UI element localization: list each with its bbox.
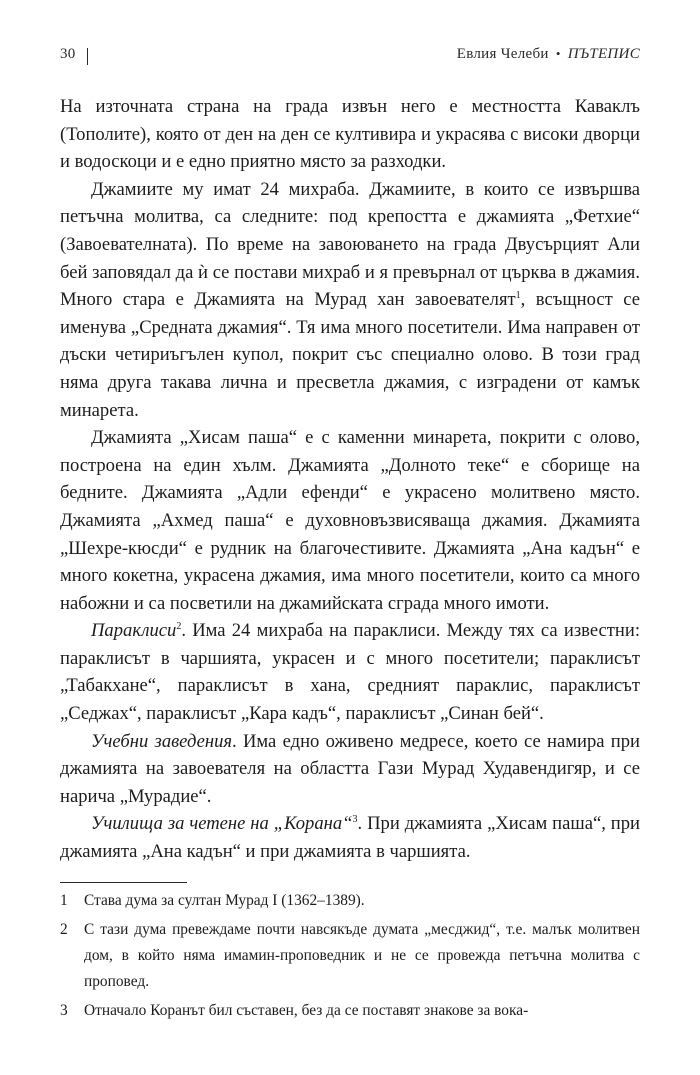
section-title: Училища за четене на „Корана“ xyxy=(91,813,353,835)
section-title: Учебни заведения xyxy=(91,730,233,752)
running-title xyxy=(457,46,640,63)
body-text xyxy=(60,93,640,866)
paragraph-text: . Има едно оживено медресе, което се намира при джамията на завоевателя на областта Гази Мурад Худавендигяр, и се нарича „Мурадие“. xyxy=(60,730,640,807)
footnote-rule xyxy=(60,882,187,883)
author-name: Евлия Челеби xyxy=(456,46,549,62)
paragraph-text: . При джамията „Хисам паша“, при джамията „Ана кадън“ и при джамията в чаршията. xyxy=(60,813,640,863)
footnote xyxy=(60,998,640,1024)
paragraph-text: , всъщност се именува „Средната джамия“. Тя има много посетители. Има направен от дъски четириъгълен купол, покрит със специално олово. В този град няма друга такава лична и пресветла джамия, с изградени от камък минарета. xyxy=(60,289,640,421)
paragraph-koran-schools xyxy=(60,810,640,865)
paragraph-chapels xyxy=(60,617,640,727)
section-title: Параклиси xyxy=(91,620,177,642)
footnote-text: Отначало Коранът бил съставен, без да се поставят знакове за вока- xyxy=(84,1002,529,1019)
footnote xyxy=(60,888,640,914)
paragraph-text: Джамиите му имат 24 михраба. Джамиите, в които се извършва петъчна молитва, са следните: под крепостта е джамията „Фетхие“ (Завоевателната). По време на завоюването на града Двусърцият Али бей заповядал да ѝ се постави михраб и я превърнал от църква в джамия. Много стара е Джамията на Мурад хан завоевателят xyxy=(60,178,640,311)
footnote-ref-3: 3 xyxy=(352,814,358,826)
page-number: 30 xyxy=(60,46,76,62)
paragraph-mosques xyxy=(60,176,640,424)
paragraph-kavakla: На източната страна на града извън него е местността Каваклъ (Тополите), която от ден на ден се култивира и украсява с високи дворци и водоскоци и е едно приятно място за разходки. xyxy=(60,96,640,173)
footnote xyxy=(60,917,640,995)
footnote-number: 2 xyxy=(60,921,68,938)
footnote-ref-2: 2 xyxy=(176,621,182,633)
footnote-number: 3 xyxy=(60,1002,68,1019)
paragraph-schools xyxy=(60,728,640,811)
footnotes xyxy=(60,888,640,1024)
bullet-separator: • xyxy=(555,46,561,61)
footnote-text: С тази дума превеждаме почти навсякъде думата „месджид“, т.е. малък молитвен дом, в който няма имамин-проповедник и не се провежда петъчна молитва с проповед. xyxy=(84,921,640,990)
footnote-ref-1: 1 xyxy=(515,290,521,302)
header-divider xyxy=(87,48,88,65)
footnote-text: Става дума за султан Мурад I (1362–1389). xyxy=(84,892,365,909)
running-header xyxy=(60,46,640,72)
footnote-number: 1 xyxy=(60,892,68,909)
book-title: ПЪТЕПИС xyxy=(567,46,640,62)
paragraph-mosques-list: Джамията „Хисам паша“ е с каменни минарета, покрити с олово, построена на един хълм. Джамията „Долното теке“ е сборище на бедните. Джамията „Адли ефенди“ е украсено молитвено място. Джамията „Ахмед паша“ е духовновъзвисяваща джамия. Джамията „Шехре-кюсди“ е рудник на благочестивите. Джамията „Ана кадън“ е много кокетна, украсена джамия, има много посетители, които са много набожни и са посветили на джамийската сграда много имоти. xyxy=(60,427,640,614)
paragraph-text: . Има 24 михраба на параклиси. Между тях са известни: параклисът в чаршията, украсен и с много посетители; параклисът „Табакхане“, параклисът в хана, средният параклис, параклисът „Седжах“, параклисът „Кара кадъ“, параклисът „Синан бей“. xyxy=(60,620,640,725)
